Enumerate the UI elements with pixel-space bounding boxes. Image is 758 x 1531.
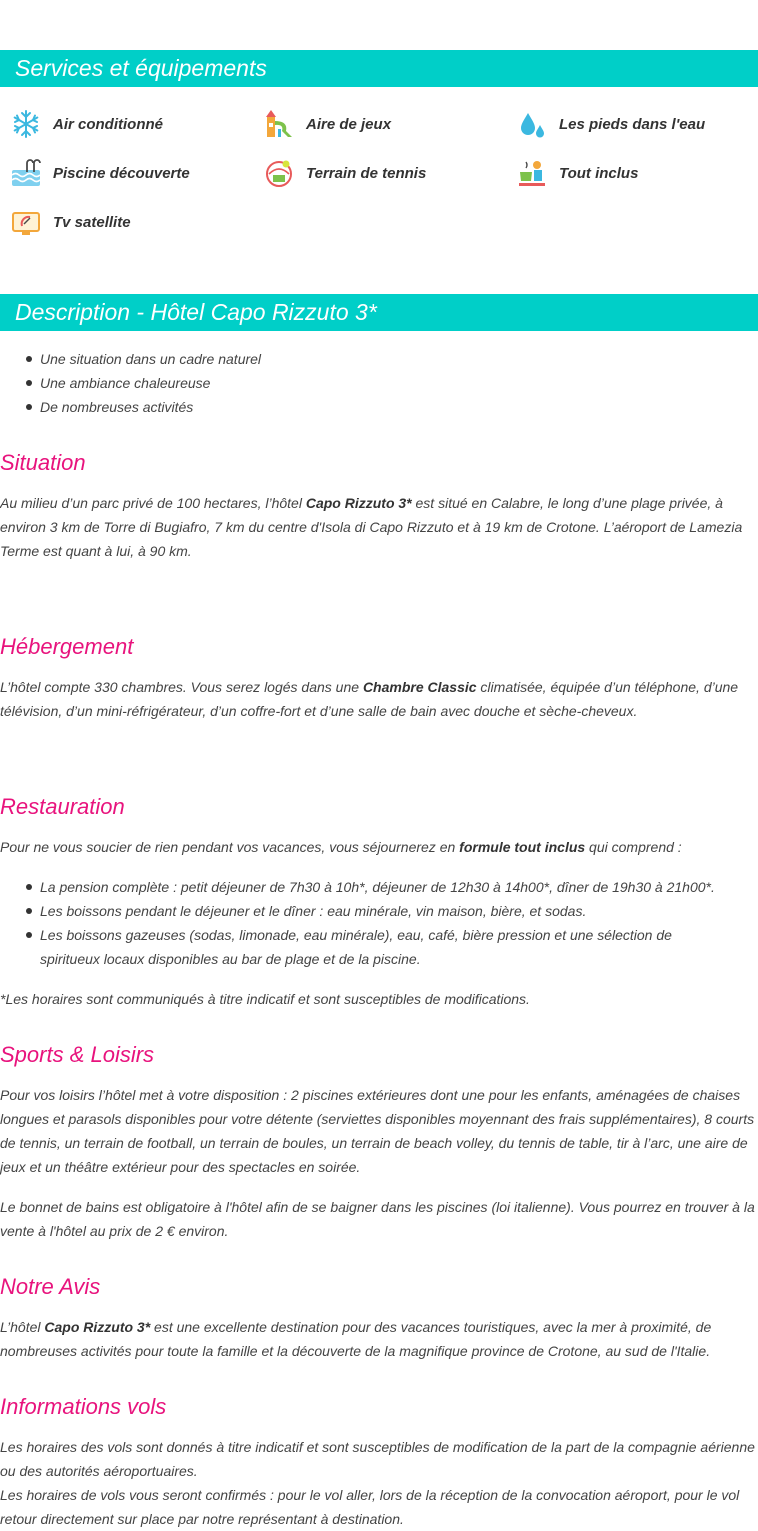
- service-all-inclusive: [506, 158, 638, 188]
- water-drops-icon: [517, 109, 547, 139]
- description-banner: [0, 294, 758, 331]
- service-tennis-court: [253, 158, 426, 188]
- list-item: Les boissons pendant le déjeuner et le dîner : eau minérale, vin maison, bière, et sodas.: [0, 899, 758, 923]
- service-air-conditioning: [0, 109, 163, 139]
- restauration-text: Pour ne vous soucier de rien pendant vos vacances, vous séjournerez en formule tout inclus qui comprend :: [0, 839, 682, 855]
- hebergement-heading: Hébergement: [0, 634, 134, 659]
- situation-heading: Situation: [0, 450, 86, 475]
- sports-text-2: Le bonnet de bains est obligatoire à l'hôtel afin de se baigner dans les piscines (loi italienne). Vous pourrez en trouver à la vente à l'hôtel au prix de 2 € environ.: [0, 1199, 755, 1239]
- service-label: Aire de jeux: [306, 115, 392, 133]
- satellite-tv-icon: [11, 207, 41, 237]
- vols-text-2: Les horaires de vols vous seront confirmés : pour le vol aller, lors de la réception de la convocation aéroport, pour le vol retour directement sur place par notre représentant à destination.: [0, 1487, 740, 1527]
- situation-text: Au milieu d’un parc privé de 100 hectares, l’hôtel Capo Rizzuto 3* est situé en Calabre, le long d’une plage privée, à environ 3 km de Torre di Bugiafro, 7 km du centre d'Isola di Capo Rizzuto et à 19 km de Crotone. L’aéroport de Lamezia Terme est quant à lui, à 90 km.: [0, 495, 743, 559]
- vols-heading: Informations vols: [0, 1394, 167, 1419]
- restauration-list: [0, 875, 758, 971]
- sports-heading: Sports & Loisirs: [0, 1042, 155, 1067]
- service-label: Terrain de tennis: [306, 164, 427, 182]
- list-item: La pension complète : petit déjeuner de 7h30 à 10h*, déjeuner de 12h30 à 14h00*, dîner de 19h30 à 21h00*.: [0, 875, 758, 899]
- list-item: Une situation dans un cadre naturel: [0, 347, 261, 371]
- hebergement-text: L’hôtel compte 330 chambres. Vous serez logés dans une Chambre Classic climatisée, équipée d’un téléphone, d’une télévision, d’un mini-réfrigérateur, d’un coffre-fort et d’une salle de bain avec douche et sèche-cheveux.: [0, 679, 739, 719]
- services-title: Services et équipements: [15, 55, 267, 81]
- tennis-icon: [264, 158, 294, 188]
- sports-text: Pour vos loisirs l’hôtel met à votre disposition : 2 piscines extérieures dont une pour les enfants, aménagées de chaises longues et parasols disponibles pour votre détente (serviettes disponibles moyennant des frais supplémentaires), 8 courts de tennis, un terrain de football, un terrain de boules, un terrain de beach volley, du tennis de table, tir à l’arc, une aire de jeux et un théâtre extérieur pour des spectacles en soirée.: [0, 1087, 755, 1175]
- list-item: Les boissons gazeuses (sodas, limonade, eau minérale), eau, café, bière pression et une sélection de spiritueux locaux disponibles au bar de plage et de la piscine.: [0, 923, 758, 971]
- service-outdoor-pool: [0, 158, 190, 188]
- service-label: Tv satellite: [53, 213, 131, 231]
- all-inclusive-icon: [517, 158, 547, 188]
- service-satellite-tv: [0, 207, 131, 237]
- service-label: Les pieds dans l'eau: [559, 115, 706, 133]
- restauration-note: *Les horaires sont communiqués à titre indicatif et sont susceptibles de modifications.: [0, 991, 530, 1007]
- service-label: Piscine découverte: [53, 164, 190, 182]
- vols-text: Les horaires des vols sont donnés à titre indicatif et sont susceptibles de modification de la part de la compagnie aérienne ou des autorités aéroportuaires.: [0, 1439, 755, 1479]
- avis-heading: Notre Avis: [0, 1274, 101, 1299]
- snowflake-icon: [11, 109, 41, 139]
- services-banner: [0, 50, 758, 87]
- service-playground: [253, 109, 391, 139]
- service-label: Tout inclus: [559, 164, 639, 182]
- avis-text: L’hôtel Capo Rizzuto 3* est une excellente destination pour des vacances touristiques, avec la mer à proximité, de nombreuses activités pour toute la famille et la découverte de la magnifique province de Crotone, au sud de l'Italie.: [0, 1319, 712, 1359]
- service-label: Air conditionné: [53, 115, 163, 133]
- list-item: Une ambiance chaleureuse: [0, 371, 261, 395]
- description-title: Description - Hôtel Capo Rizzuto 3*: [15, 299, 377, 325]
- playground-icon: [264, 109, 294, 139]
- pool-icon: [11, 158, 41, 188]
- list-item: De nombreuses activités: [0, 395, 261, 419]
- service-beachfront: [506, 109, 705, 139]
- highlights-list: [0, 347, 261, 419]
- restauration-heading: Restauration: [0, 794, 125, 819]
